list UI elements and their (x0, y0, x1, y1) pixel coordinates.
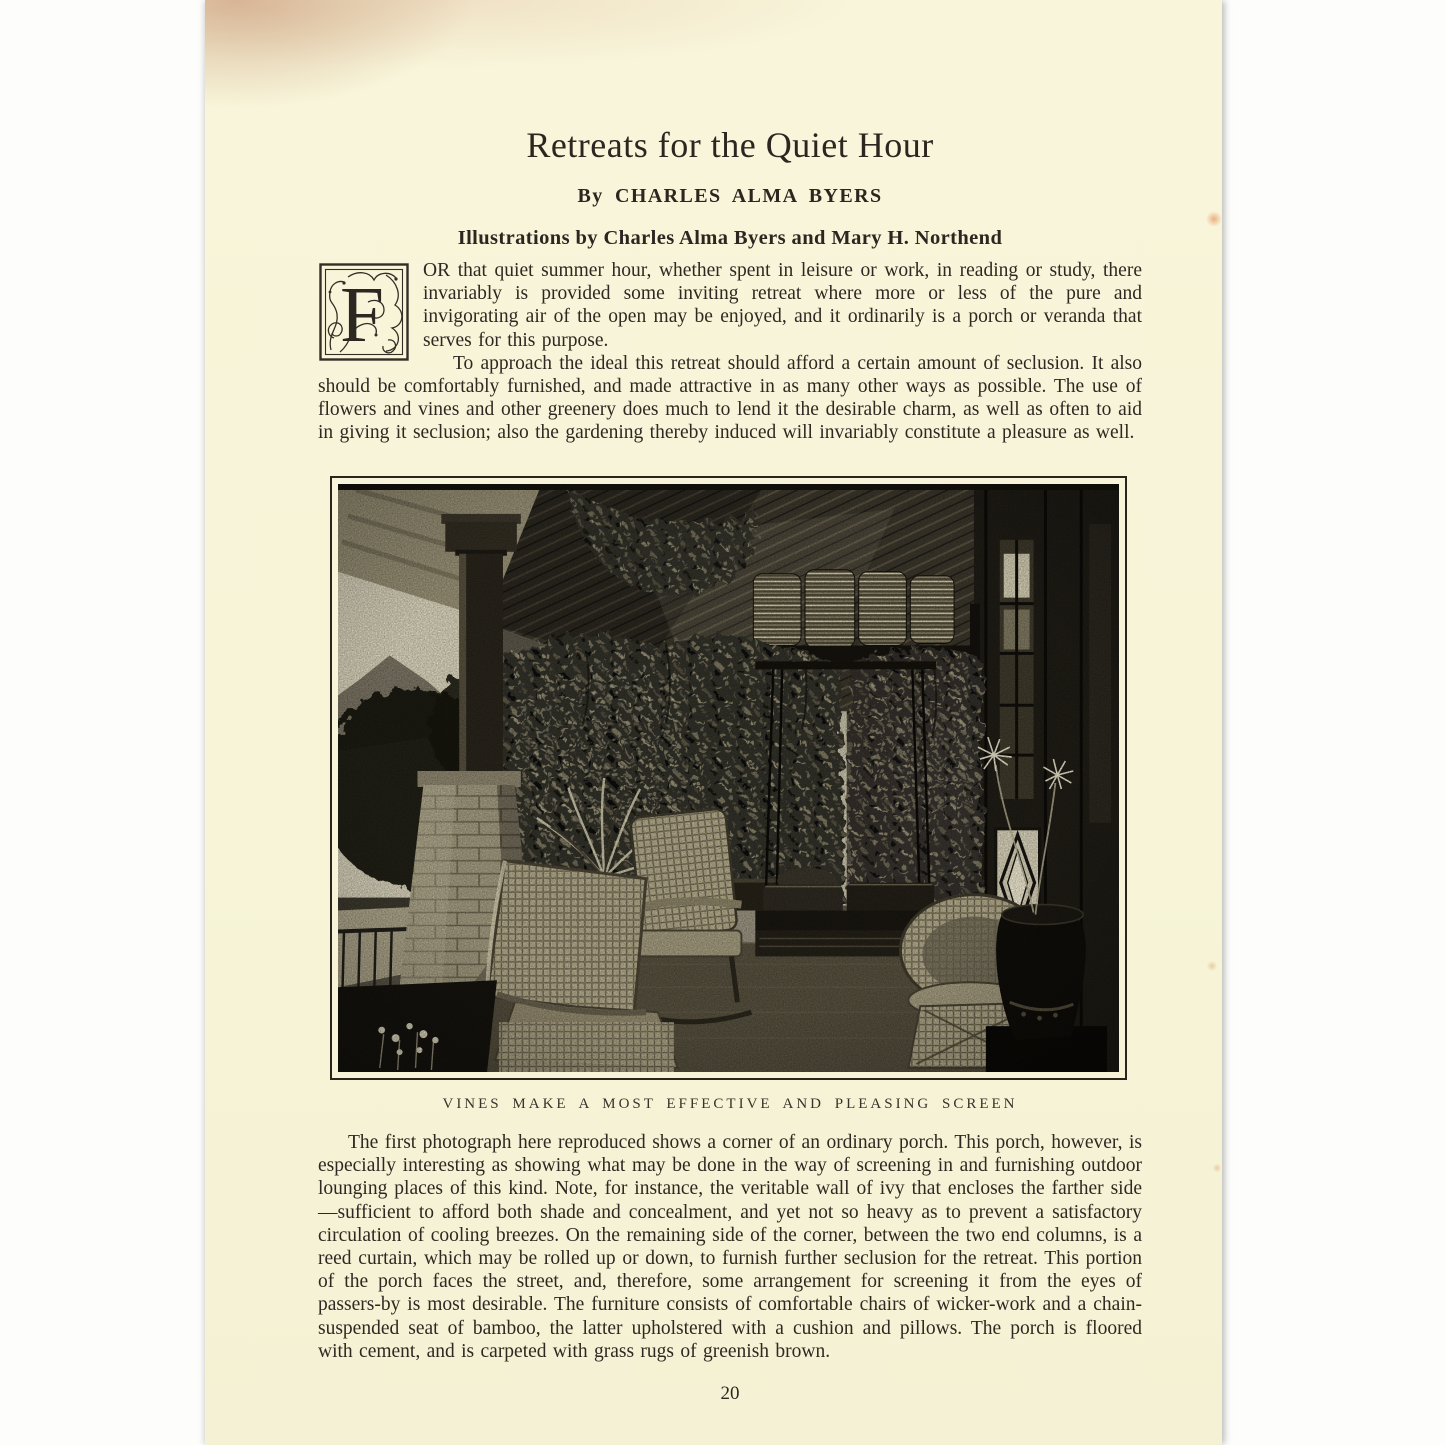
decorative-initial-capital (318, 262, 410, 362)
article-byline: By CHARLES ALMA BYERS (577, 185, 883, 207)
halftone-grain (338, 484, 1119, 1072)
porch-photo-frame (330, 476, 1127, 1080)
intro-paragraphs (318, 259, 1142, 445)
illustration-credit: Illustrations by Charles Alma Byers and Mary H. Northend (457, 227, 1003, 249)
paragraph-2: To approach the ideal this retreat should afford a certain amount of seclusion. It also should be comfortably furnished, and made attractive in as many other ways as possible. The use of flowers and vines and other greenery does much to lend it the desirable charm, as well as often to aid in giving it seclusion; also the gardening thereby induced will invariably constitute a pleasure as well. (318, 352, 1142, 444)
article-title: Retreats for the Quiet Hour (526, 125, 934, 165)
paragraph-1: OR that quiet summer hour, whether spent in leisure or work, in reading or study, there invariably is provided some inviting retreat where more or less of the pure and invigorating air of the open may be enjoyed, and it ordinarily is a porch or veranda that serves for this purpose. (423, 260, 1142, 351)
drop-cap-woodcut (318, 262, 410, 362)
drop-cap-letter: F (340, 272, 384, 359)
page-number: 20 (720, 1383, 740, 1404)
paragraph-3: The first photograph here reproduced shows a corner of an ordinary porch. This porch, however, is especially interesting as showing what may be done in the way of screening in and furnishing outdoor lounging places of this kind. Note, for instance, the veritable wall of ivy that encloses the farther side—sufficient to afford both shade and concealment, and yet not so heavy as to prevent a satisfactory circulation of cooling breezes. On the remaining side of the corner, between the two end columns, is a reed curtain, which may be rolled up or down, to furnish further seclusion for the retreat. This portion of the porch faces the street, and, therefore, some arrangement for screening it from the eyes of passers-by is most desirable. The furniture consists of comfortable chairs of wicker-work and a chain-suspended seat of bamboo, the latter upholstered with a cushion and pillows. The porch is floored with cement, and is carpeted with grass rugs of greenish brown. (318, 1132, 1142, 1362)
porch-photograph (338, 484, 1119, 1072)
magazine-page (205, 0, 1222, 1445)
photo-caption: VINES MAKE A MOST EFFECTIVE AND PLEASING SCREEN (442, 1096, 1018, 1112)
